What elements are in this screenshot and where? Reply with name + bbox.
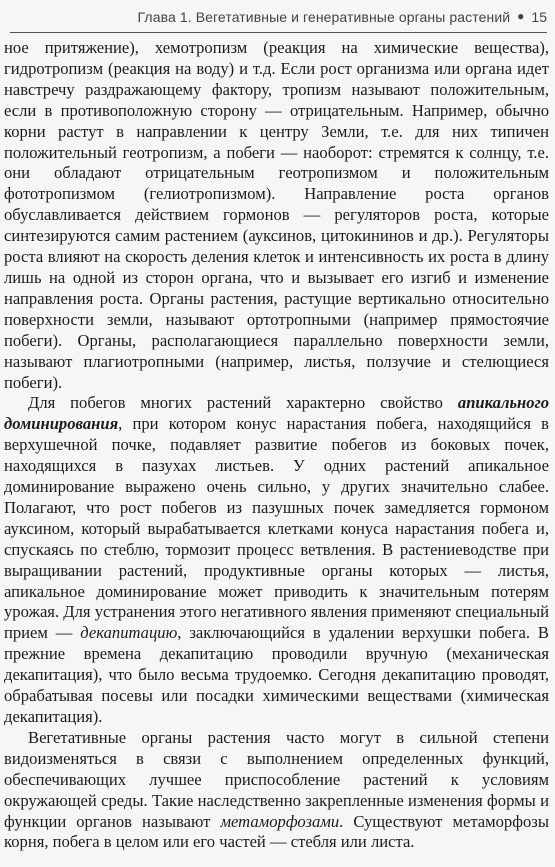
- paragraph-3: [4, 728, 549, 853]
- paragraph-2-text-c: , заключающийся в удалении верхушки побега. В прежние времена декапитацию проводили вручную (механическая декапитация), что было весьма трудоемко. Сегодня декапитацию проводят, обрабатывая посевы или посадки химическими веществами (химическая декапитация).: [4, 623, 549, 726]
- term-decapitation: декапитацию: [80, 623, 178, 643]
- paragraph-3-text-b: . Существуют метаморфозы корня, побега в целом или его частей — стебля или листа.: [4, 811, 549, 852]
- paragraph-2-text-a: Для побегов многих растений характерно свойство: [28, 393, 458, 413]
- paragraph-2: [4, 393, 549, 728]
- bullet-separator-icon: ●: [517, 9, 525, 23]
- body-text: [4, 38, 549, 853]
- term-metamorphoses: метаморфозами: [220, 811, 340, 831]
- paragraph-1: ное притяжение), хемотропизм (реакция на химические вещества), гидротропизм (реакция на воду) и т.д. Если рост организма или органа идет навстречу раздражающему фактору, тропизм называют положительным, если в противоположную сторону — отрицательным. Например, обычно корни растут в направлении к центру Земли, т.е. для них типичен положительный геотропизм, а побеги — наоборот: стремятся к солнцу, т.е. они обладают отрицательным геотропизмом и положительным фототропизмом (гелиотропизмом). Направление роста органов обуславливается действием гормонов — регуляторов роста, которые синтезируются самим растением (ауксинов, цитокининов и др.). Регуляторы роста влияют на скорость деления клеток и интенсивность их роста в длину лишь на одной из сторон органа, что и вызывает его изгиб и изменение направления роста. Органы растения, растущие вертикально относительно поверхности земли, называют ортотропными (например прямостоячие побеги). Органы, располагающиеся параллельно поверхности земли, называют плагиотропными (например, листья, ползучие и стелющиеся побеги).: [4, 38, 549, 392]
- chapter-title: Глава 1. Вегетативные и генеративные органы растений: [137, 9, 511, 25]
- paragraph-3-text-a: Вегетативные органы растения часто могут в сильной степени видоизменяться в связи с выполнением определенных функций, обеспечивающих лучшее приспособление растений к условиям окружающей среды. Такие наследственно закрепленные изменения формы и функции органов называют: [4, 727, 549, 831]
- term-apical-dominance: апикального доминирования: [4, 393, 549, 434]
- paragraph-2-text-b: , при котором конус нарастания побега, находящийся в верхушечной почке, подавляет развитие побегов из боковых почек, находящихся в пазухах листьев. У одних растений апикальное доминирование выражено очень сильно, у других значительно слабее. Полагают, что рост побегов из пазушных почек замедляется гормоном ауксином, который вырабатывается клетками конуса нарастания побега и, спускаясь по стеблю, тормозит процесс ветвления. В растениеводстве при выращивании растений, продуктивные органы которых — листья, апикальное доминирование может приводить к значительным потерям урожая. Для устранения этого негативного явления применяют специальный прием —: [4, 414, 549, 643]
- running-header: [10, 2, 547, 33]
- page-number: 15: [531, 9, 547, 25]
